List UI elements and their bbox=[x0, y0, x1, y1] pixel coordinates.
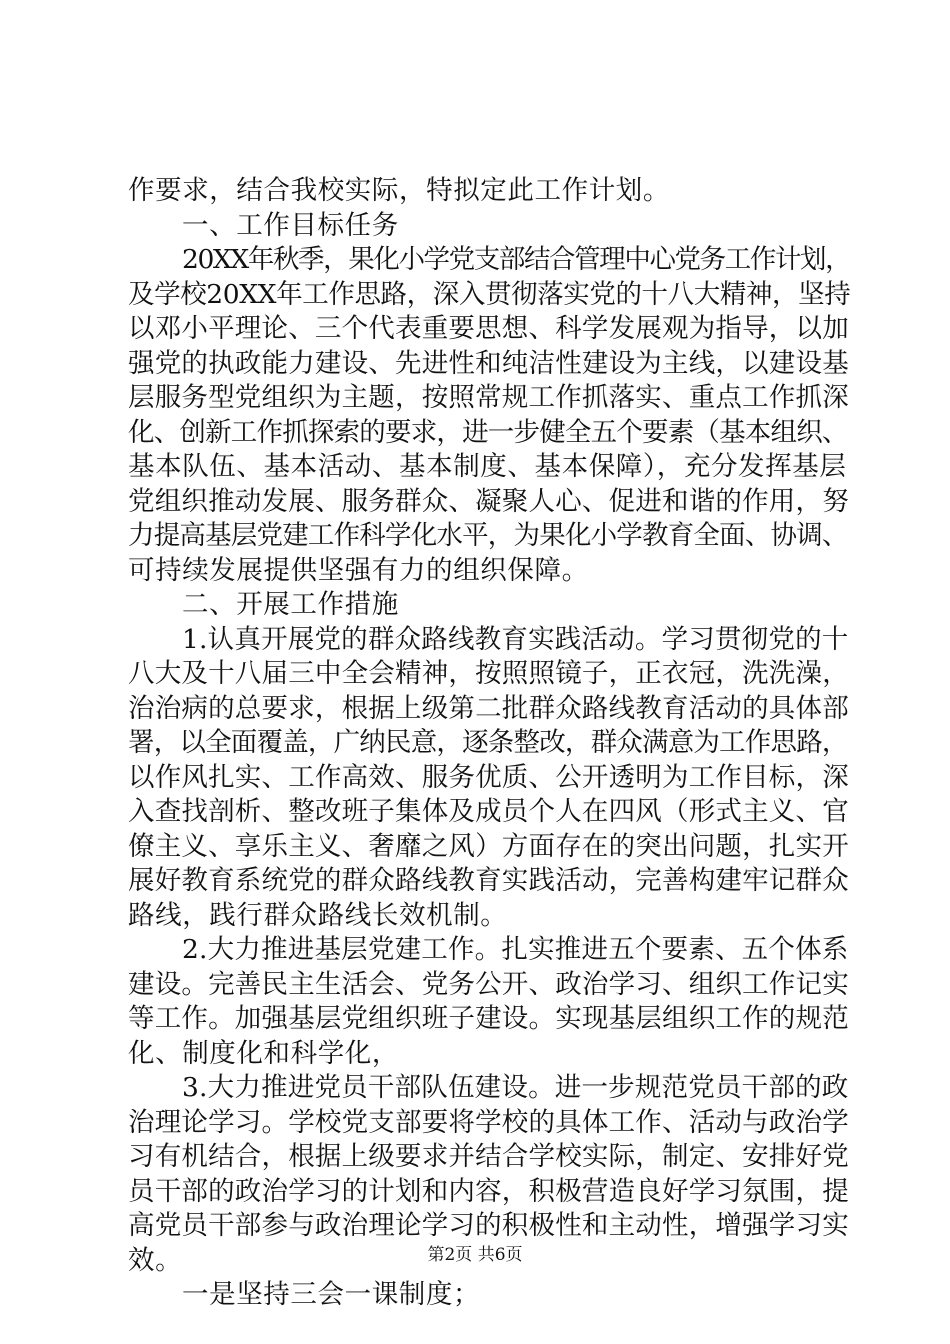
text-line: 员干部的政治学习的计划和内容，积极营造良好学习氛围，提 bbox=[128, 1175, 849, 1207]
page-footer bbox=[0, 1240, 950, 1265]
page-number: 第2页 共6页 bbox=[427, 1245, 523, 1265]
text-line: 力提高基层党建工作科学化水平，为果化小学教育全面、协调、 bbox=[128, 520, 848, 551]
text-line: 党组织推动发展、服务群众、凝聚人心、促进和谐的作用，努 bbox=[128, 485, 849, 517]
text-line: 以作风扎实、工作高效、服务优质、公开透明为工作目标，深 bbox=[128, 761, 849, 793]
text-line: 20XX年秋季，果化小学党支部结合管理中心党务工作计划， bbox=[182, 244, 851, 275]
text-line: 入查找剖析、整改班子集体及成员个人在四风（形式主义、官 bbox=[128, 796, 849, 827]
text-line: 僚主义、享乐主义、奢靡之风）方面存在的突出问题，扎实开 bbox=[128, 830, 849, 862]
text-line: 可持续发展提供坚强有力的组织保障。 bbox=[128, 554, 589, 586]
text-line: 一是坚持三会一课制度； bbox=[182, 1279, 481, 1310]
text-line: 建设。完善民主生活会、党务公开、政治学习、组织工作记实 bbox=[128, 968, 849, 1000]
text-line: 化、创新工作抓探索的要求，进一步健全五个要素（基本组织、 bbox=[128, 416, 848, 448]
text-line: 治理论学习。学校党支部要将学校的具体工作、活动与政治学 bbox=[128, 1106, 849, 1138]
text-line: 高党员干部参与政治理论学习的积极性和主动性，增强学习实 bbox=[128, 1210, 849, 1241]
text-line: 1.认真开展党的群众路线教育实践活动。学习贯彻党的十 bbox=[182, 623, 849, 655]
text-line: 治治病的总要求，根据上级第二批群众路线教育活动的具体部 bbox=[128, 692, 849, 724]
text-line: 等工作。加强基层党组织班子建设。实现基层组织工作的规范 bbox=[128, 1003, 849, 1034]
text-line: 2.大力推进基层党建工作。扎实推进五个要素、五个体系 bbox=[182, 934, 849, 965]
text-line: 路线，践行群众路线长效机制。 bbox=[128, 899, 508, 931]
text-line: 八大及十八届三中全会精神，按照照镜子，正衣冠，洗洗澡， bbox=[128, 658, 849, 689]
text-line: 作要求，结合我校实际，特拟定此工作计划。 bbox=[128, 175, 670, 206]
text-line: 化、制度化和科学化， bbox=[128, 1037, 399, 1069]
text-line: 一、工作目标任务 bbox=[182, 209, 399, 241]
text-line: 3.大力推进党员干部队伍建设。进一步规范党员干部的政 bbox=[182, 1072, 849, 1103]
text-line: 基本队伍、基本活动、基本制度、基本保障），充分发挥基层 bbox=[128, 451, 847, 482]
text-line: 习有机结合，根据上级要求并结合学校实际，制定、安排好党 bbox=[128, 1141, 849, 1172]
text-line: 以邓小平理论、三个代表重要思想、科学发展观为指导，以加 bbox=[128, 313, 849, 344]
text-line: 效。 bbox=[128, 1244, 183, 1276]
text-line: 展好教育系统党的群众路线教育实践活动，完善构建牢记群众 bbox=[128, 865, 849, 896]
text-line: 二、开展工作措施 bbox=[182, 589, 399, 620]
text-line: 及学校20XX年工作思路，深入贯彻落实党的十八大精神，坚持 bbox=[128, 278, 851, 310]
text-line: 强党的执政能力建设、先进性和纯洁性建设为主线，以建设基 bbox=[128, 347, 849, 379]
document-body bbox=[128, 174, 850, 1313]
text-line: 层服务型党组织为主题，按照常规工作抓落实、重点工作抓深 bbox=[128, 382, 849, 413]
text-line: 署，以全面覆盖，广纳民意，逐条整改，群众满意为工作思路， bbox=[128, 727, 848, 758]
